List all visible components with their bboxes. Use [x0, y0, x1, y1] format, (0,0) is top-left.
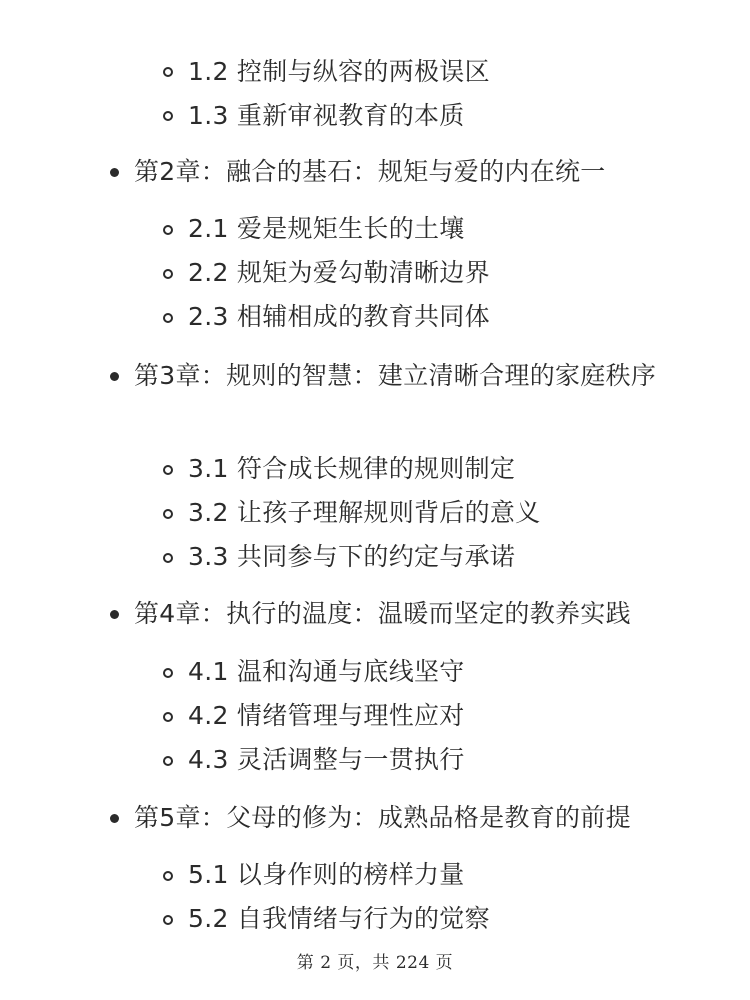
chapter-bullet-icon [110, 372, 119, 381]
chapter-bullet-icon [110, 814, 119, 823]
section-bullet-icon [163, 509, 173, 519]
section-bullet-icon [163, 225, 173, 235]
section-bullet-icon [163, 712, 173, 722]
toc-chapter-item: 第2章：融合的基石：规矩与爱的内在统一 [134, 157, 606, 186]
toc-section-item: 1.2 控制与纵容的两极误区 [188, 57, 490, 86]
toc-chapter-item: 第4章：执行的温度：温暖而坚定的教养实践 [134, 599, 631, 628]
toc-section-item: 4.3 灵活调整与一贯执行 [188, 745, 465, 774]
toc-section-item: 5.2 自我情绪与行为的觉察 [188, 904, 490, 933]
section-bullet-icon [163, 553, 173, 563]
toc-section-item: 2.1 爱是规矩生长的土壤 [188, 214, 465, 243]
section-bullet-icon [163, 756, 173, 766]
toc-section-item: 4.2 情绪管理与理性应对 [188, 701, 465, 730]
toc-section-item: 2.3 相辅相成的教育共同体 [188, 302, 490, 331]
section-bullet-icon [163, 313, 173, 323]
chapter-bullet-icon [110, 610, 119, 619]
toc-chapter-item: 第3章：规则的智慧：建立清晰合理的家庭秩序 [134, 361, 657, 390]
toc-section-item: 3.2 让孩子理解规则背后的意义 [188, 498, 541, 527]
toc-section-item: 3.3 共同参与下的约定与承诺 [188, 542, 516, 571]
section-bullet-icon [163, 67, 173, 77]
section-bullet-icon [163, 269, 173, 279]
toc-section-item: 5.1 以身作则的榜样力量 [188, 860, 465, 889]
page-number-footer: 第 2 页，共 224 页 [296, 953, 454, 973]
toc-section-item: 2.2 规矩为爱勾勒清晰边界 [188, 258, 490, 287]
toc-chapter-item: 第5章：父母的修为：成熟品格是教育的前提 [134, 803, 631, 832]
toc-section-item: 4.1 温和沟通与底线坚守 [188, 657, 465, 686]
toc-section-item: 1.3 重新审视教育的本质 [188, 101, 465, 130]
toc-section-item: 3.1 符合成长规律的规则制定 [188, 454, 516, 483]
section-bullet-icon [163, 915, 173, 925]
section-bullet-icon [163, 111, 173, 121]
section-bullet-icon [163, 465, 173, 475]
chapter-bullet-icon [110, 168, 119, 177]
section-bullet-icon [163, 871, 173, 881]
section-bullet-icon [163, 668, 173, 678]
